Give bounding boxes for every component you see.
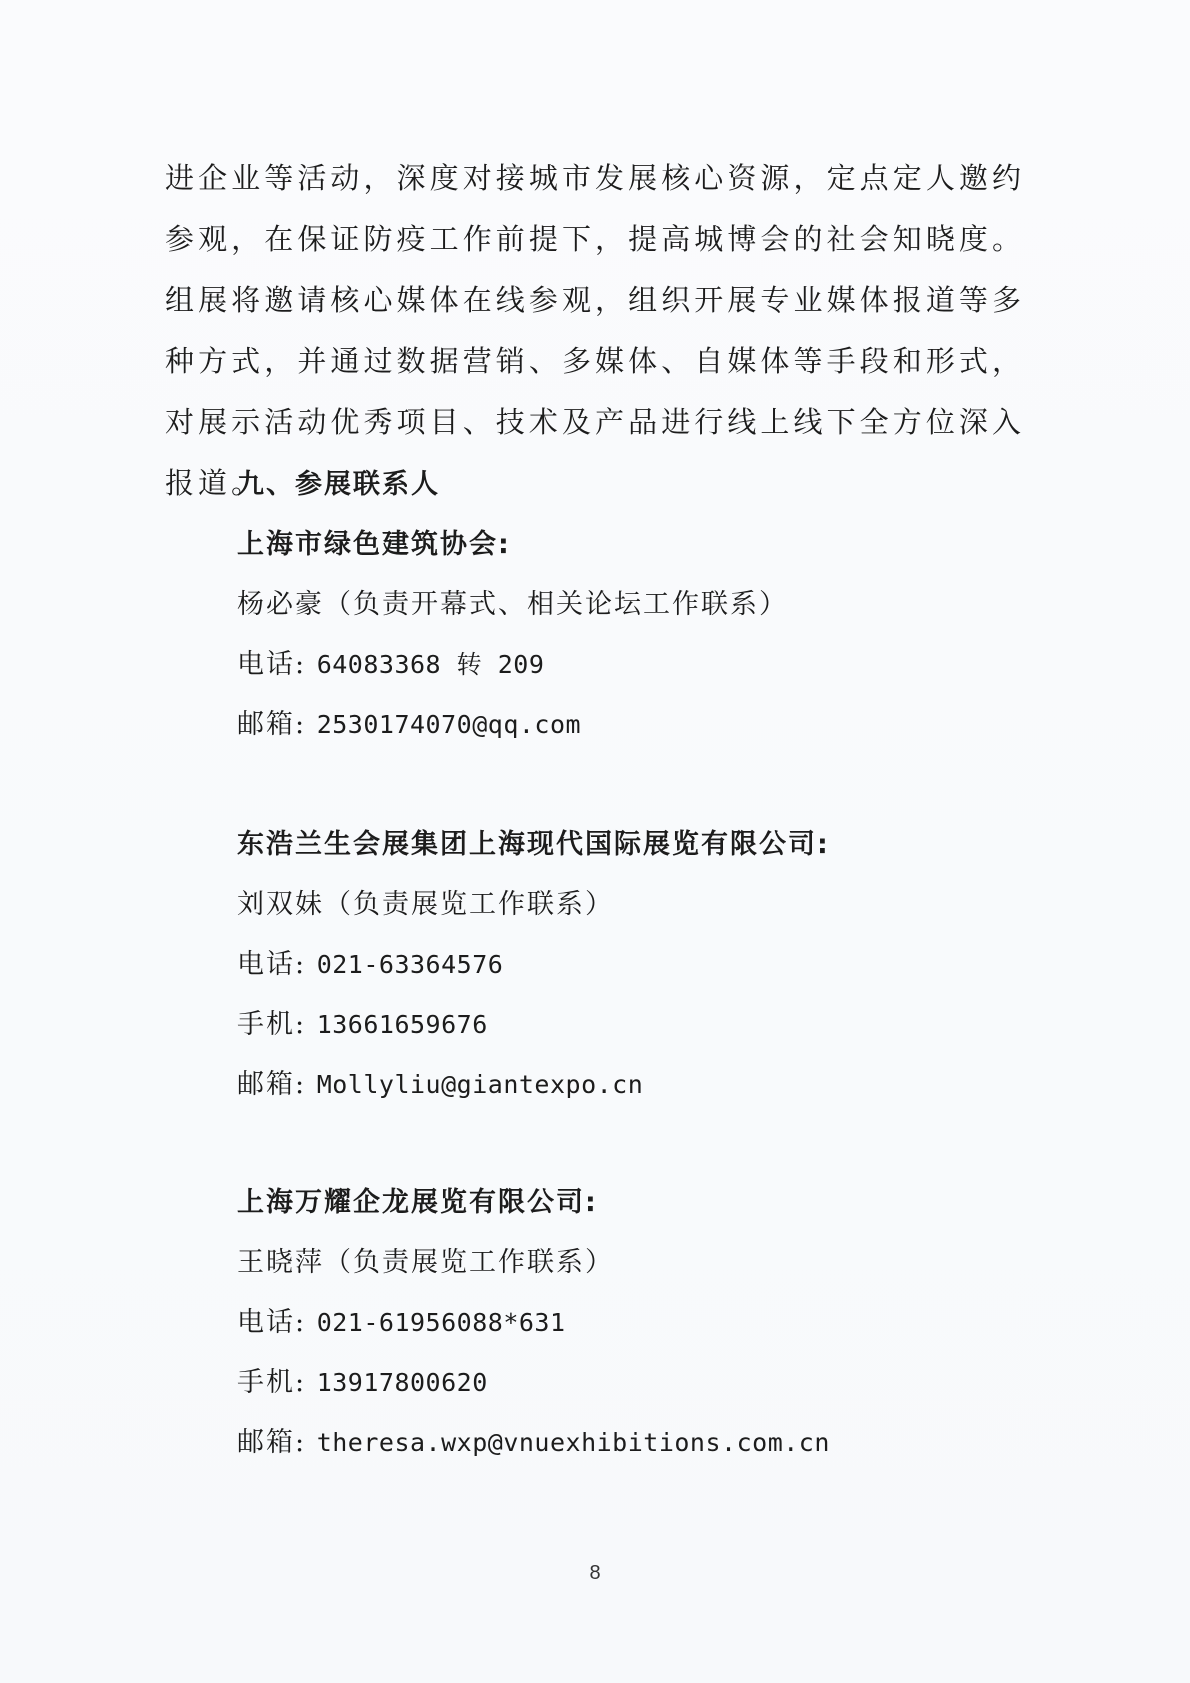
- phone-label: 电话:: [237, 1307, 307, 1338]
- contact-phone-row-1: [237, 642, 544, 681]
- contact-mobile-row-3: [237, 1360, 488, 1399]
- contact-phone-row-2: [237, 942, 503, 981]
- contact-email-row-2: [237, 1062, 643, 1101]
- phone-value: 021-63364576: [316, 950, 504, 979]
- contact-email-row-1: [237, 702, 581, 741]
- contact-person-1: 杨必豪（负责开幕式、相关论坛工作联系）: [237, 589, 788, 620]
- contact-person-3: 王晓萍（负责展览工作联系）: [237, 1247, 614, 1278]
- phone-value: 021-61956088*631: [316, 1308, 566, 1337]
- contact-mobile-row-2: [237, 1002, 488, 1041]
- email-value: 2530174070@qq.com: [316, 710, 582, 739]
- contact-phone-row-3: [237, 1300, 566, 1339]
- phone-label: 电话:: [237, 949, 307, 980]
- contact-org-3: 上海万耀企龙展览有限公司:: [237, 1187, 598, 1218]
- email-value: theresa.wxp@vnuexhibitions.com.cn: [316, 1428, 830, 1457]
- email-label: 邮箱:: [237, 709, 307, 740]
- email-label: 邮箱:: [237, 1069, 307, 1100]
- mobile-value: 13661659676: [316, 1010, 488, 1039]
- body-paragraph: 进企业等活动，深度对接城市发展核心资源，定点定人邀约参观，在保证防疫工作前提下，提高城博会的社会知晓度。组展将邀请核心媒体在线参观，组织开展专业媒体报道等多种方式，并通过数据营销、多媒体、自媒体等手段和形式，对展示活动优秀项目、技术及产品进行线上线下全方位深入报道。: [165, 161, 1025, 500]
- contact-person-2: 刘双妹（负责展览工作联系）: [237, 889, 614, 920]
- mobile-label: 手机:: [237, 1009, 307, 1040]
- contact-org-2: 东浩兰生会展集团上海现代国际展览有限公司:: [237, 829, 830, 860]
- page-number: 8: [589, 1562, 601, 1584]
- mobile-value: 13917800620: [316, 1368, 488, 1397]
- contact-email-row-3: [237, 1420, 830, 1459]
- contact-org-1: 上海市绿色建筑协会:: [237, 529, 511, 560]
- email-value: Mollyliu@giantexpo.cn: [316, 1070, 644, 1099]
- email-label: 邮箱:: [237, 1427, 307, 1458]
- section-heading: 九、参展联系人: [237, 469, 440, 500]
- mobile-label: 手机:: [237, 1367, 307, 1398]
- phone-value: 64083368 转 209: [316, 650, 545, 679]
- phone-label: 电话:: [237, 649, 307, 680]
